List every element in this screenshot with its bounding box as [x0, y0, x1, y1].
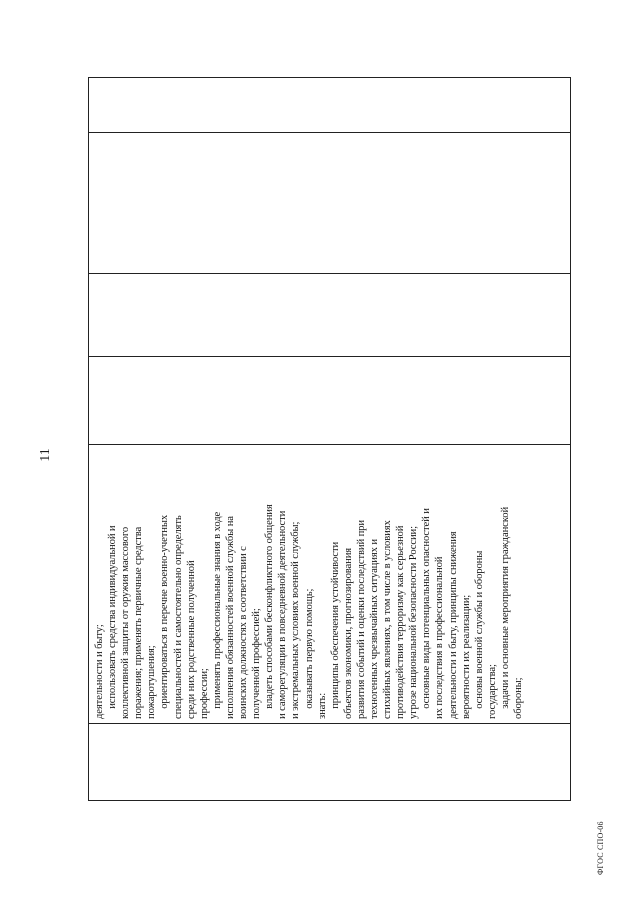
text-line: специальностей и самостоятельно определять — [172, 515, 184, 719]
text-line: и экстремальных условиях военной службы; — [290, 521, 302, 719]
text-line: угрозе национальной безопасности России; — [408, 526, 420, 719]
table-row — [89, 78, 571, 801]
text-line: среди них родственные полученной — [185, 560, 197, 719]
text-line: применять профессиональные знания в ходе — [211, 511, 223, 719]
text-line: основные виды потенциальных опасностей и — [421, 508, 433, 719]
text-line: знать: — [316, 692, 328, 719]
text-line: владеть способами бесконфликтного общения — [264, 504, 276, 719]
text-line: объектов экономики, прогнозирования — [342, 547, 354, 719]
text-line: задачи и основные мероприятия гражданской — [499, 506, 511, 719]
text-line: развития событий и оценки последствий при — [355, 520, 367, 719]
text-line: вероятности их реализации; — [460, 594, 472, 719]
text-line: основы военной службы и обороны — [473, 550, 485, 719]
text-line: стихийных явлениях, в том числе в условиях — [382, 520, 394, 719]
standard-table — [88, 77, 571, 801]
text-line: деятельности и быту, принципы снижения — [447, 531, 459, 719]
page-number: 11 — [38, 448, 53, 462]
text-line: деятельности и быту; — [94, 624, 105, 719]
text-line: их последствия в профессиональной — [434, 556, 446, 719]
text-line: противодействия терроризму как серьезной — [395, 525, 407, 719]
text-line: и саморегуляции в повседневной деятельности — [277, 510, 289, 719]
text-line: техногенных чрезвычайных ситуациях и — [368, 539, 380, 719]
text-line: воинских должностях в соответствии с — [238, 546, 250, 719]
text-line: принципы обеспечения устойчивости — [329, 541, 341, 719]
table-cell-discipline — [89, 133, 571, 274]
text-line: поражения; применять первичные средства — [133, 526, 145, 719]
text-line: коллективной защиты от оружия массового — [120, 526, 132, 719]
text-line: государства; — [486, 664, 498, 719]
text-line: пожаротушения; — [146, 645, 158, 719]
table-cell-max-load — [89, 357, 571, 445]
footer-code: ФГОС СПО-06 — [596, 821, 605, 875]
table-cell-index — [89, 724, 571, 801]
table-cell-competence-codes — [89, 78, 571, 133]
text-line: обороны; — [513, 677, 524, 719]
text-line: использовать средства индивидуальной и — [107, 525, 119, 719]
text-line: ориентироваться в перечне военно-учетных — [159, 514, 171, 719]
text-line: оказывать первую помощь; — [303, 588, 315, 719]
text-line: профессии; — [198, 668, 210, 719]
competency-text — [89, 445, 525, 723]
table-cell-hours — [89, 274, 571, 357]
text-line: полученной профессией; — [251, 608, 263, 719]
table-cell-competencies — [89, 445, 571, 724]
text-line: исполнения обязанностей военной службы на — [224, 516, 236, 719]
